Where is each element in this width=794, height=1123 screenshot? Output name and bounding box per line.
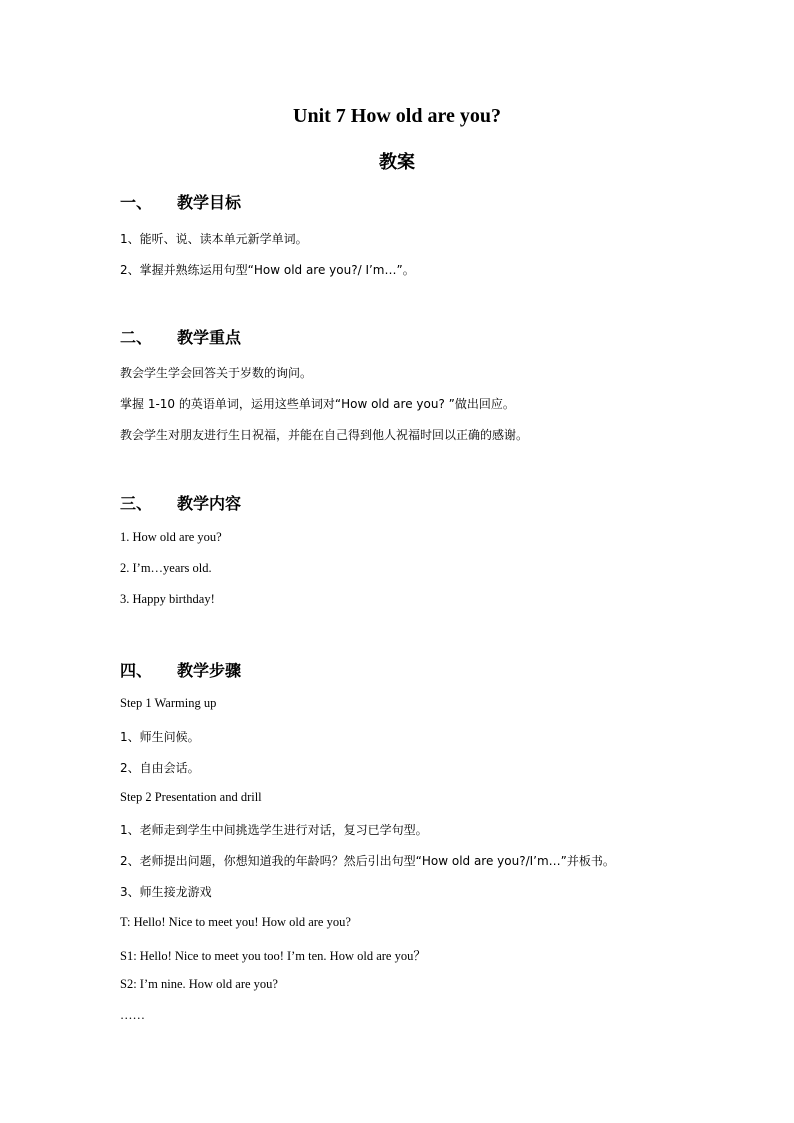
step-2-heading: Step 2 Presentation and drill <box>120 790 262 804</box>
section-number: 三、 <box>120 494 153 513</box>
document-title: Unit 7 How old are you? <box>293 105 501 127</box>
dialogue-line-s1: S1: Hello! Nice to meet you too! I’m ten. How old are you？ <box>120 949 426 963</box>
section-heading-3 <box>120 491 241 514</box>
section-2-line-3: 教会学生对朋友进行生日祝福，并能在自己得到他人祝福时回以正确的感谢。 <box>120 428 529 442</box>
dialogue-line-t: T: Hello! Nice to meet you! How old are you? <box>120 915 351 929</box>
section-title: 教学内容 <box>177 494 242 513</box>
section-number: 四、 <box>120 661 153 680</box>
section-4-line-6: 2、老师提出问题，你想知道我的年龄吗？然后引出句型“How old are you?/I’m…”并板书。 <box>120 854 615 868</box>
section-3-line-1: 1. How old are you? <box>120 530 222 544</box>
section-title: 教学步骤 <box>177 661 242 680</box>
section-4-line-7: 3、师生接龙游戏 <box>120 885 212 899</box>
section-heading-2 <box>120 325 241 348</box>
dialogue-line-s2: S2: I’m nine. How old are you? <box>120 977 278 991</box>
section-2-line-1: 教会学生学会回答关于岁数的询问。 <box>120 366 313 380</box>
section-3-line-2: 2. I’m…years old. <box>120 561 212 575</box>
section-4-line-2: 1、师生问候。 <box>120 730 200 744</box>
section-4-line-3: 2、自由会话。 <box>120 761 200 775</box>
section-1-line-1: 1、能听、说、读本单元新学单词。 <box>120 232 308 246</box>
section-3-line-3: 3. Happy birthday! <box>120 592 215 606</box>
step-1-heading: Step 1 Warming up <box>120 696 217 710</box>
section-number: 一、 <box>120 193 153 212</box>
section-2-line-2: 掌握 1-10 的英语单词，运用这些单词对“How old are you? ”做出回应。 <box>120 397 515 411</box>
ellipsis-line: …… <box>120 1008 145 1022</box>
section-number: 二、 <box>120 328 153 347</box>
document-subtitle: 教案 <box>379 152 415 173</box>
section-title: 教学目标 <box>177 193 242 212</box>
section-heading-1 <box>120 190 241 213</box>
section-heading-4 <box>120 658 241 681</box>
section-title: 教学重点 <box>177 328 242 347</box>
section-4-line-5: 1、老师走到学生中间挑选学生进行对话，复习已学句型。 <box>120 823 428 837</box>
section-1-line-2: 2、掌握并熟练运用句型“How old are you?/ I’m…”。 <box>120 263 415 277</box>
